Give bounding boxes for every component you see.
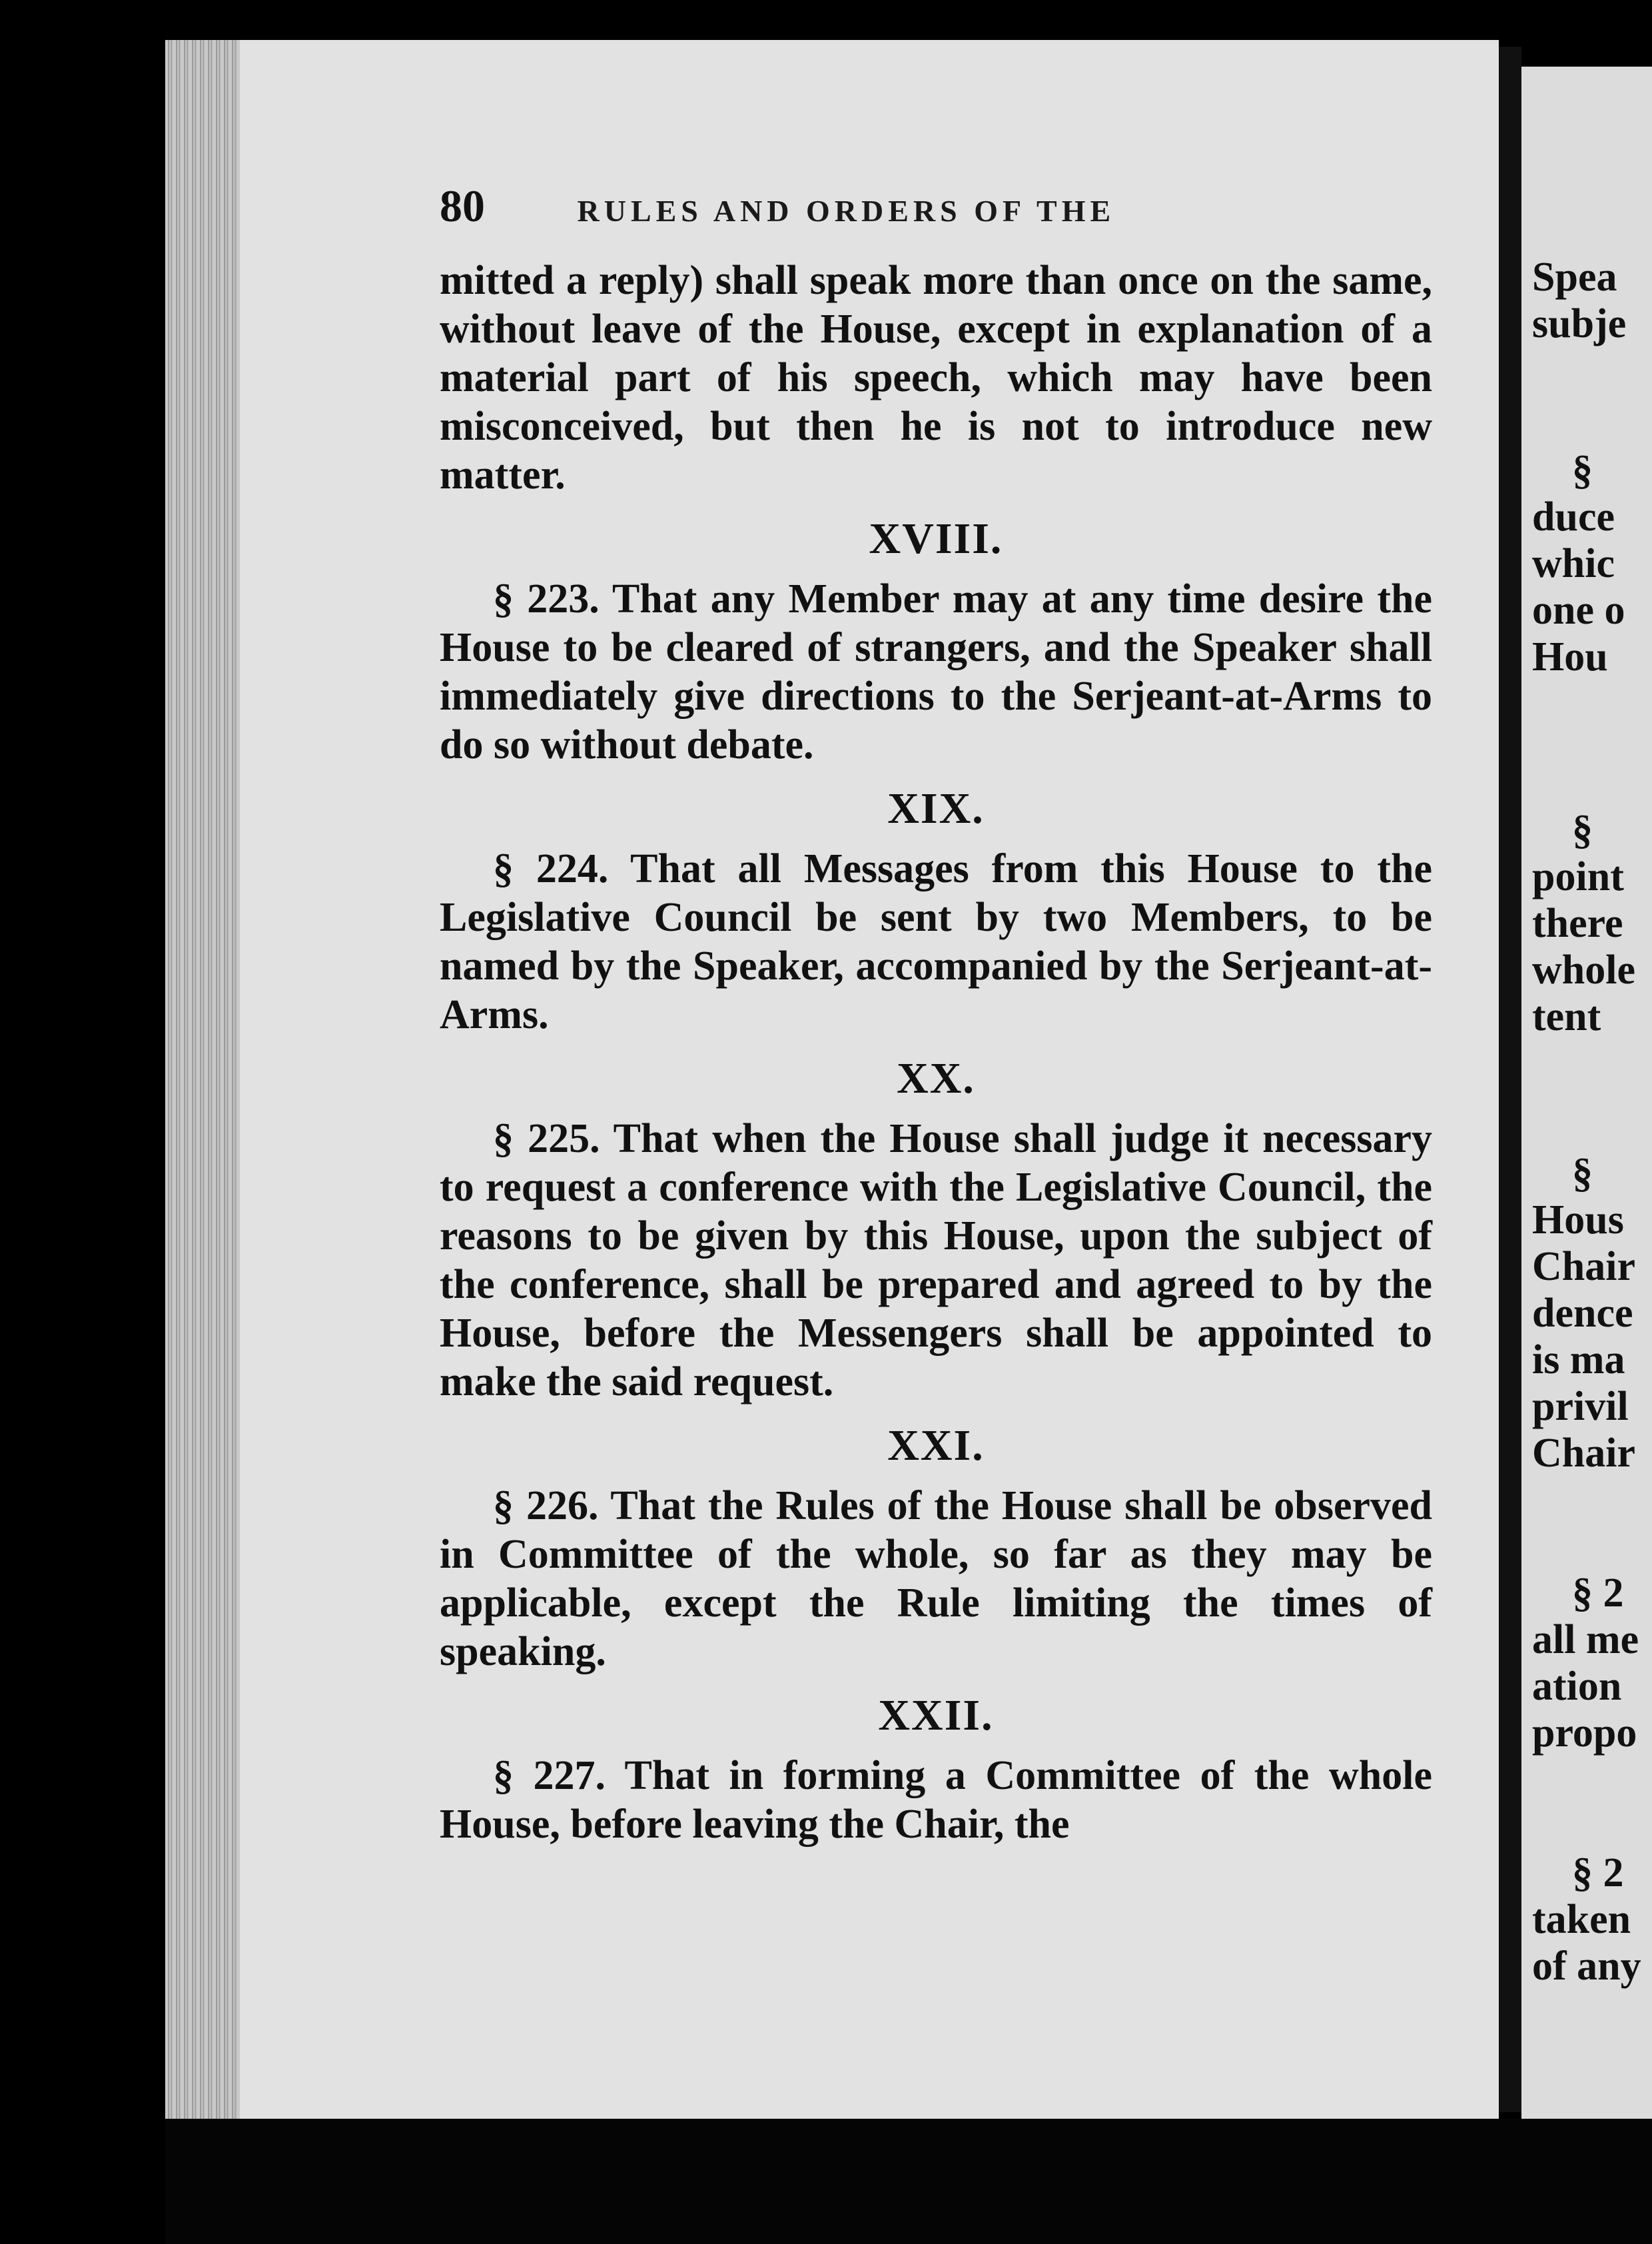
right-page bbox=[1521, 67, 1652, 2119]
rule-225: § 225. That when the House shall judge it necessary to request a conference with the Legislative Council, the reasons to be given by this House, upon the subject of the conference, shall be prepared and agreed to by the House, before the Messengers shall be appointed to make the said request. bbox=[440, 1116, 1432, 1404]
scan-border bbox=[165, 2119, 1652, 2244]
right-fragment: duce bbox=[1532, 494, 1615, 540]
opening-paragraph: mitted a reply) shall speak more than once on the same, without leave of the House, except in explanation of a material part of his speech, which may have been misconceived, but then he is not to introduce new matter. bbox=[440, 258, 1432, 498]
section-heading-xxi: XXI. bbox=[887, 1421, 985, 1470]
running-title: RULES AND ORDERS OF THE bbox=[577, 194, 1116, 228]
right-fragment: § bbox=[1572, 1151, 1593, 1196]
rule-227: § 227. That in forming a Committee of the whole House, before leaving the Chair, the bbox=[440, 1753, 1432, 1847]
page-number: 80 bbox=[440, 181, 485, 231]
right-fragment: ation bbox=[1532, 1664, 1622, 1709]
right-fragment: § bbox=[1572, 808, 1593, 853]
right-fragment: Hous bbox=[1532, 1197, 1624, 1243]
book-gutter bbox=[1499, 47, 1521, 2112]
right-fragment: whic bbox=[1532, 541, 1615, 586]
right-fragment: of any bbox=[1532, 1944, 1641, 1989]
right-fragment: propo bbox=[1532, 1710, 1637, 1756]
right-fragment: § 2 bbox=[1572, 1570, 1624, 1616]
right-fragment: Spea bbox=[1532, 255, 1617, 300]
right-fragment: privil bbox=[1532, 1384, 1629, 1429]
section-heading-xix: XIX. bbox=[887, 784, 985, 833]
running-head bbox=[440, 180, 1492, 233]
right-fragment: § 2 bbox=[1572, 1850, 1624, 1896]
section-heading-xx: XX. bbox=[897, 1054, 975, 1103]
rule-223: § 223. That any Member may at any time desire the House to be cleared of strangers, and the Speaker shall immediately give directions to the Serjeant-at-Arms to do so without debate. bbox=[440, 576, 1432, 768]
right-fragment: whole bbox=[1532, 947, 1635, 993]
right-fragment: Chair bbox=[1532, 1244, 1635, 1289]
page-body bbox=[440, 257, 1432, 1849]
right-fragment: taken bbox=[1532, 1897, 1631, 1942]
page-edges bbox=[165, 40, 245, 2119]
right-fragment: there bbox=[1532, 901, 1623, 946]
right-fragment: tent bbox=[1532, 994, 1601, 1039]
right-fragment: Hou bbox=[1532, 634, 1608, 680]
section-heading-xviii: XVIII. bbox=[869, 514, 1003, 563]
right-fragment: Chair bbox=[1532, 1430, 1635, 1476]
right-fragment: § bbox=[1572, 448, 1593, 493]
right-fragment: subje bbox=[1532, 301, 1627, 346]
right-fragment: point bbox=[1532, 854, 1624, 899]
right-fragment: one o bbox=[1532, 588, 1625, 633]
rule-226: § 226. That the Rules of the House shall be observed in Committee of the whole, so far as they may be applicable, except the Rule limiting the times of speaking. bbox=[440, 1483, 1432, 1674]
section-heading-xxii: XXII. bbox=[878, 1691, 994, 1740]
rule-224: § 224. That all Messages from this House to the Legislative Council be sent by two Members, to be named by the Speaker, accompanied by the Serjeant-at-Arms. bbox=[440, 846, 1432, 1037]
right-fragment: dence bbox=[1532, 1291, 1633, 1336]
right-fragment: is ma bbox=[1532, 1337, 1625, 1383]
right-fragment: all me bbox=[1532, 1617, 1639, 1662]
